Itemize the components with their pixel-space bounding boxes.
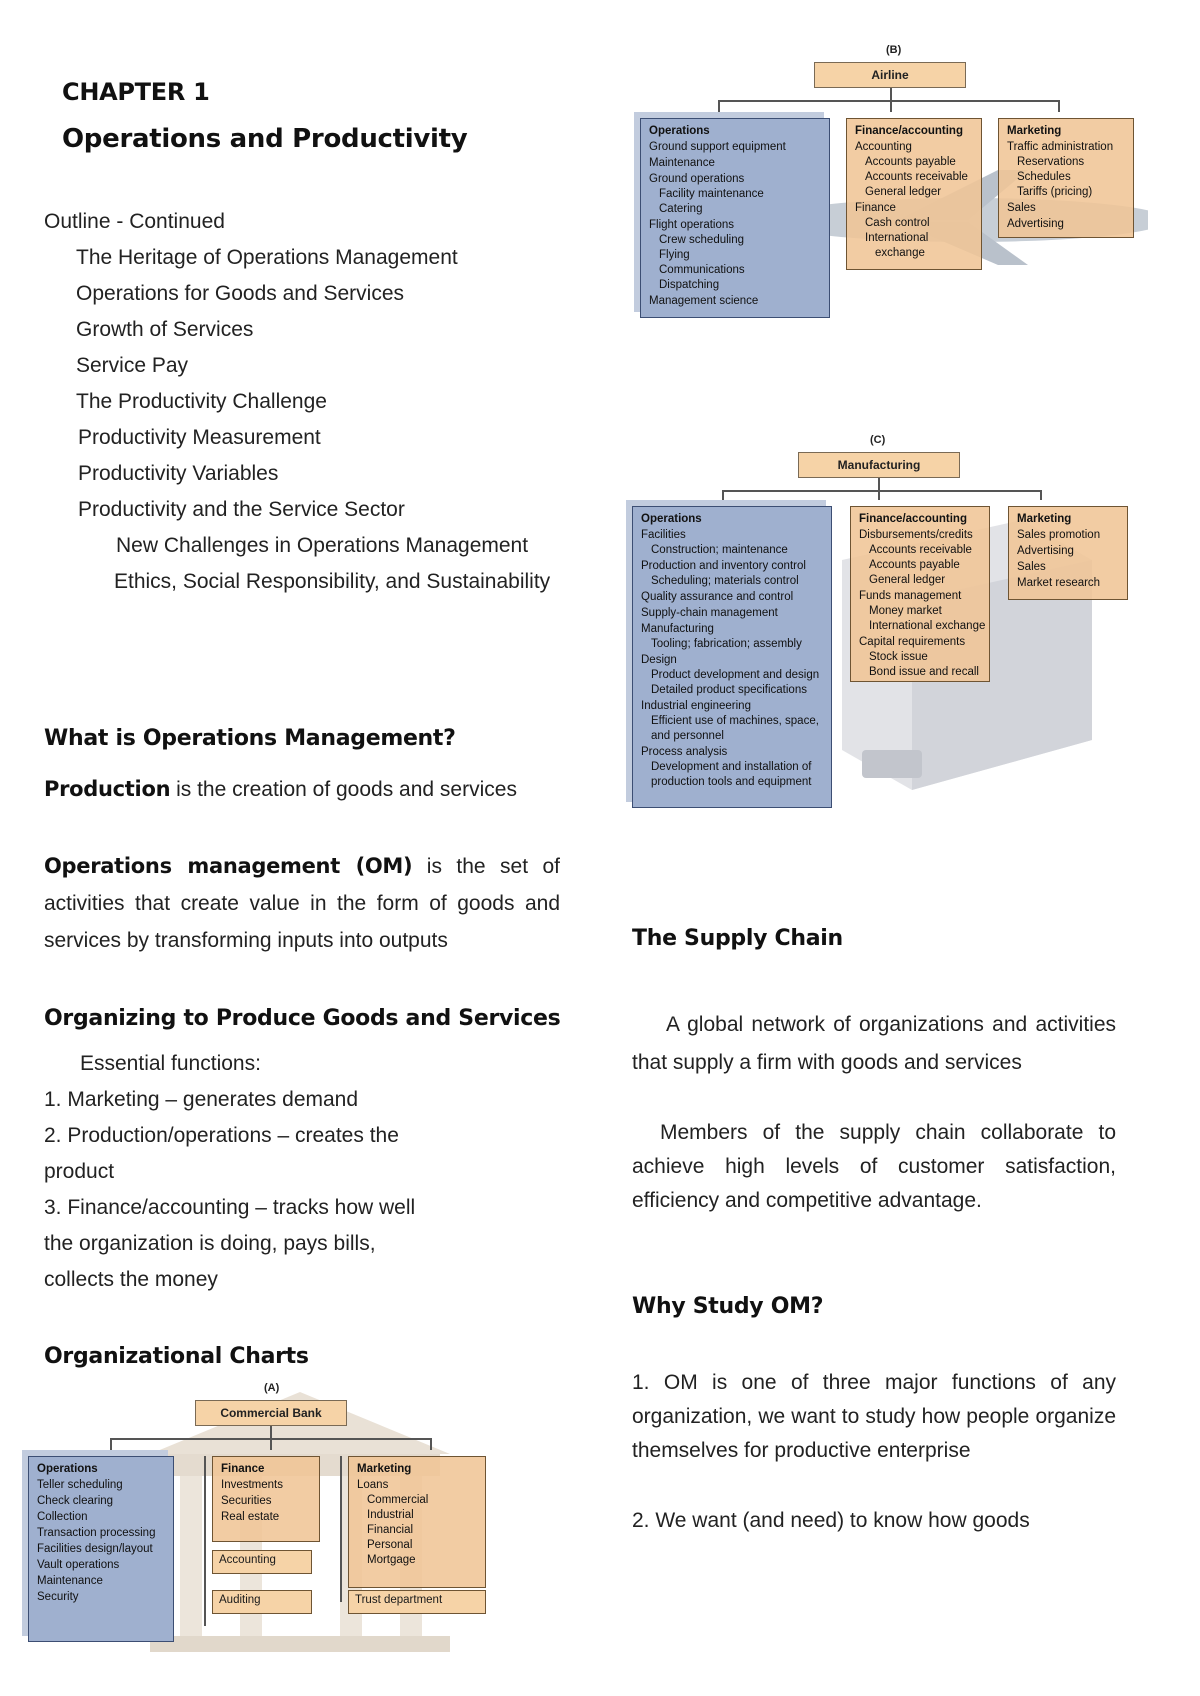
outline-item: The Productivity Challenge <box>76 390 327 413</box>
chart-b-operations-box <box>640 118 830 318</box>
list-item: Facility maintenance <box>659 188 764 200</box>
chart-b-fin-list <box>855 139 973 261</box>
list-item: Schedules <box>1017 171 1071 183</box>
organizing-intro: Essential functions: <box>80 1052 261 1075</box>
list-item: Finance <box>855 202 896 214</box>
list-item: and personnel <box>651 730 724 742</box>
chart-b-ops-list <box>649 139 821 309</box>
list-item: Teller scheduling <box>37 1479 123 1491</box>
organizing-heading: Organizing to Produce Goods and Services <box>44 1006 561 1031</box>
list-item: Manufacturing <box>641 623 714 635</box>
outline-item: Service Pay <box>76 354 189 377</box>
organizing-body <box>44 1046 444 1298</box>
what-is-om-body <box>44 768 560 811</box>
chart-c-top-box: Manufacturing <box>798 452 960 478</box>
om-term: Operations management (OM) <box>44 854 413 878</box>
list-item: Stock issue <box>869 651 928 663</box>
list-item: Tooling; fabrication; assembly <box>651 638 802 650</box>
list-item: Communications <box>659 264 745 276</box>
chart-c-finance-box <box>850 506 990 682</box>
org-chart-airline <box>628 40 1148 330</box>
chapter-label: CHAPTER 1 <box>62 78 210 106</box>
chart-b-mkt-header: Marketing <box>1007 125 1062 137</box>
chart-c-letter: (C) <box>870 434 886 446</box>
chart-a-finance-box <box>212 1456 320 1542</box>
list-item: Development and installation of <box>651 761 812 773</box>
list-item: exchange <box>875 247 925 259</box>
list-item: Advertising <box>1017 545 1074 557</box>
list-item: Design <box>641 654 677 666</box>
chart-c-ops-list <box>641 527 823 790</box>
chart-a-auditing-box: Auditing <box>212 1590 312 1614</box>
list-item: Supply-chain management <box>641 607 778 619</box>
list-item: Accounting <box>855 141 912 153</box>
list-item: Mortgage <box>367 1554 416 1566</box>
list-item: Scheduling; materials control <box>651 575 799 587</box>
org-chart-bank <box>20 1378 540 1658</box>
chart-b-letter: (B) <box>886 44 902 56</box>
list-item: Facilities design/layout <box>37 1543 153 1555</box>
chart-c-fin-header: Finance/accounting <box>859 513 967 525</box>
org-chart-manufacturing <box>622 430 1142 822</box>
connector <box>890 88 892 100</box>
connector <box>270 1426 272 1438</box>
list-item: Securities <box>221 1495 272 1507</box>
outline-item-challenges: New Challenges in Operations Management <box>116 534 529 557</box>
list-item: Flying <box>659 249 690 261</box>
list-item: Reservations <box>1017 156 1085 168</box>
list-item: Tariffs (pricing) <box>1017 186 1093 198</box>
chart-a-mkt-list <box>357 1493 477 1568</box>
list-item: Sales <box>1017 561 1046 573</box>
chart-a-letter: (A) <box>264 1382 280 1394</box>
chapter-title: Operations and Productivity <box>62 124 468 154</box>
chart-c-fin-list <box>859 527 986 680</box>
chart-c-mkt-list <box>1017 527 1119 591</box>
organizing-item-2: 2. Production/operations – creates the product <box>44 1124 399 1183</box>
list-item: Maintenance <box>37 1575 103 1587</box>
list-item: Market research <box>1017 577 1101 589</box>
list-item: Process analysis <box>641 746 728 758</box>
why-study-heading: Why Study OM? <box>632 1294 824 1319</box>
outline-item: Productivity Variables <box>78 462 279 485</box>
list-item: International <box>865 232 929 244</box>
chart-c-ops-header: Operations <box>641 513 702 525</box>
list-item: Management science <box>649 295 759 307</box>
om-definition: is the set of activities that create value in the form of goods and services by transforming inputs into outputs <box>44 855 560 952</box>
connector <box>878 490 880 500</box>
what-is-om-heading: What is Operations Management? <box>44 726 456 751</box>
list-item: General ledger <box>869 574 946 586</box>
chart-b-fin-header: Finance/accounting <box>855 125 963 137</box>
list-item: Check clearing <box>37 1495 114 1507</box>
connector <box>878 478 880 490</box>
organizing-item-3: 3. Finance/accounting – tracks how well the organization is doing, pays bills, collects the money <box>44 1196 416 1291</box>
organizing-item-1: 1. Marketing – generates demand <box>44 1088 359 1111</box>
connector <box>110 1438 112 1450</box>
outline-item: Operations for Goods and Services <box>76 282 405 305</box>
why-study-item-2: 2. We want (and need) to know how goods <box>632 1509 1030 1532</box>
chart-c-marketing-box <box>1008 506 1128 600</box>
connector <box>718 100 720 112</box>
chart-b-ops-header: Operations <box>649 125 710 137</box>
connector <box>1058 100 1060 112</box>
outline-item: The Heritage of Operations Management <box>76 246 458 269</box>
outline-item: Productivity Measurement <box>78 426 321 449</box>
chart-b-marketing-box <box>998 118 1134 238</box>
outline-item: Growth of Services <box>76 318 254 341</box>
list-item: Production and inventory control <box>641 560 806 572</box>
chart-a-fin-list <box>221 1477 311 1525</box>
list-item: Vault operations <box>37 1559 120 1571</box>
connector <box>204 1456 206 1626</box>
om-definition-body <box>44 848 560 959</box>
supply-chain-p1: A global network of organizations and activities that supply a firm with goods and services <box>632 1013 1116 1074</box>
list-item: Ground support equipment <box>649 141 786 153</box>
production-term: Production <box>44 777 171 801</box>
chart-a-loans: Loans <box>357 1479 389 1491</box>
list-item: Personal <box>367 1539 413 1551</box>
chart-a-ops-header: Operations <box>37 1463 98 1475</box>
connector <box>722 490 724 500</box>
chart-a-top-box: Commercial Bank <box>195 1400 347 1426</box>
list-item: Disbursements/credits <box>859 529 973 541</box>
list-item: Industrial engineering <box>641 700 751 712</box>
list-item: Financial <box>367 1524 414 1536</box>
chart-a-fin-header: Finance <box>221 1463 265 1475</box>
chart-a-ops-list <box>37 1477 165 1605</box>
list-item: Accounts payable <box>869 559 960 571</box>
list-item: General ledger <box>865 186 942 198</box>
list-item: Construction; maintenance <box>651 544 788 556</box>
list-item: Detailed product specifications <box>651 684 807 696</box>
connector <box>718 100 1058 102</box>
list-item: Efficient use of machines, space, <box>651 715 819 727</box>
chart-a-trust-box: Trust department <box>348 1590 486 1614</box>
supply-chain-p2: Members of the supply chain collaborate to achieve high levels of customer satisfaction, efficiency and competitive advantage. <box>632 1121 1116 1212</box>
list-item: Money market <box>869 605 942 617</box>
list-item: Ground operations <box>649 173 745 185</box>
list-item: Collection <box>37 1511 88 1523</box>
list-item: Crew scheduling <box>659 234 745 246</box>
list-item: Industrial <box>367 1509 414 1521</box>
list-item: Sales <box>1007 202 1036 214</box>
list-item: production tools and equipment <box>651 776 812 788</box>
list-item: Commercial <box>367 1494 429 1506</box>
chart-b-finance-box <box>846 118 982 270</box>
connector <box>270 1438 272 1450</box>
list-item: Facilities <box>641 529 686 541</box>
why-study-item-1: 1. OM is one of three major functions of any organization, we want to study how people organize themselves for productive enterprise <box>632 1371 1116 1462</box>
list-item: Product development and design <box>651 669 820 681</box>
connector <box>890 100 892 112</box>
list-item: Real estate <box>221 1511 280 1523</box>
list-item: Transaction processing <box>37 1527 156 1539</box>
org-charts-heading: Organizational Charts <box>44 1344 309 1369</box>
outline-item: Productivity and the Service Sector <box>78 498 405 521</box>
list-item: Dispatching <box>659 279 720 291</box>
connector <box>1040 490 1042 500</box>
list-item: Traffic administration <box>1007 141 1114 153</box>
connector <box>722 490 1040 492</box>
chart-a-mkt-header: Marketing <box>357 1463 412 1475</box>
list-item: Accounts receivable <box>865 171 968 183</box>
list-item: Accounts receivable <box>869 544 972 556</box>
outline-list <box>44 240 560 528</box>
list-item: Advertising <box>1007 218 1064 230</box>
list-item: Sales promotion <box>1017 529 1101 541</box>
list-item: Cash control <box>865 217 930 229</box>
production-definition: is the creation of goods and services <box>176 778 517 801</box>
chart-a-operations-box <box>28 1456 174 1642</box>
outline-item-ethics: Ethics, Social Responsibility, and Sustainability <box>114 570 551 593</box>
list-item: Maintenance <box>649 157 715 169</box>
list-item: Investments <box>221 1479 283 1491</box>
list-item: International exchange <box>869 620 986 632</box>
list-item: Catering <box>659 203 703 215</box>
outline-section <box>44 204 560 600</box>
connector <box>430 1438 432 1450</box>
chart-a-marketing-box <box>348 1456 486 1588</box>
list-item: Flight operations <box>649 219 735 231</box>
supply-chain-heading: The Supply Chain <box>632 926 843 951</box>
chart-b-top-box: Airline <box>814 62 966 88</box>
outline-heading: Outline - Continued <box>44 210 225 233</box>
chart-b-mkt-list <box>1007 139 1125 232</box>
list-item: Funds management <box>859 590 962 602</box>
list-item: Quality assurance and control <box>641 591 794 603</box>
connector <box>340 1456 342 1602</box>
chart-a-accounting-box: Accounting <box>212 1550 312 1574</box>
chart-c-operations-box <box>632 506 832 808</box>
chart-c-mkt-header: Marketing <box>1017 513 1072 525</box>
list-item: Bond issue and recall <box>869 666 979 678</box>
list-item: Accounts payable <box>865 156 956 168</box>
list-item: Capital requirements <box>859 636 966 648</box>
list-item: Security <box>37 1591 79 1603</box>
